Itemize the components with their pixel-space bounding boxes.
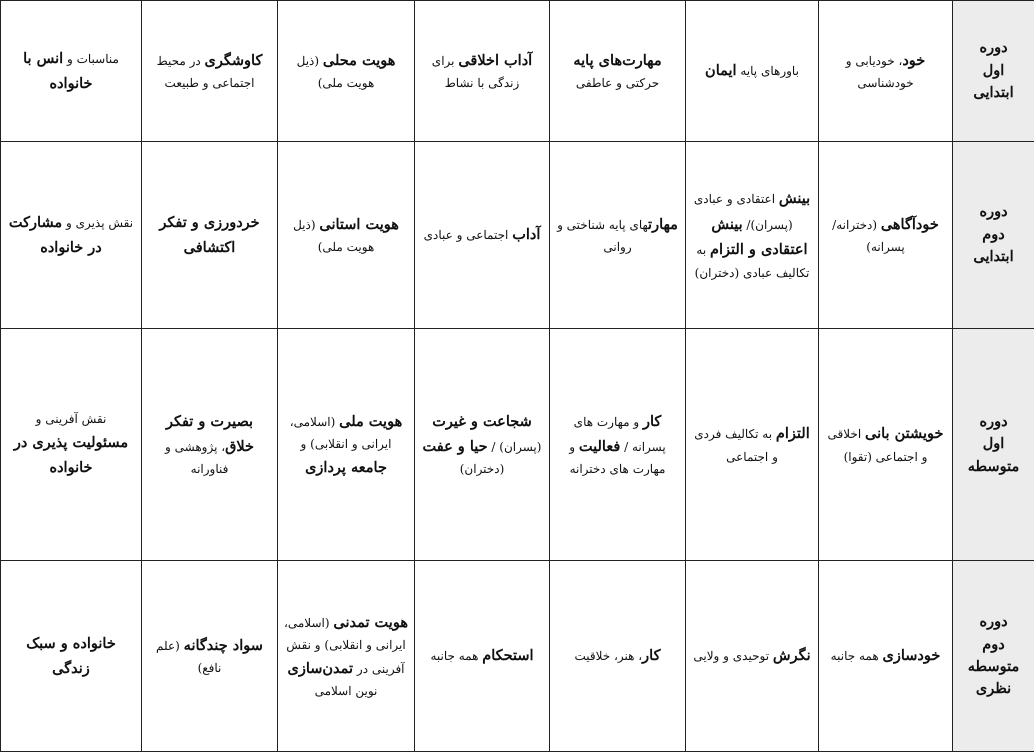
table-cell: نقش پذیری و مشارکت در خانواده <box>1 142 142 329</box>
stage-header-cell: دوره اول ابتدایی <box>953 1 1034 142</box>
stage-header-cell: دوره دوم متوسطه نظری <box>953 561 1034 752</box>
table-cell: آداب اخلاقی برای زندگی با نشاط <box>415 1 550 142</box>
table-cell: کار و مهارت های پسرانه / فعالیت و مهارت های دخترانه <box>550 329 686 561</box>
table-cell: هویت استانی (ذیل هویت ملی) <box>278 142 415 329</box>
table-cell: خانواده و سبک زندگی <box>1 561 142 752</box>
table-cell: خودآگاهی (دخترانه/ پسرانه) <box>819 142 953 329</box>
table-cell: کار، هنر، خلاقیت <box>550 561 686 752</box>
table-cell: هویت تمدنی (اسلامی، ایرانی و انقلابی) و نقش آفرینی در تمدن‌سازی نوین اسلامی <box>278 561 415 752</box>
table-cell: خویشتن بانی اخلاقی و اجتماعی (تقوا) <box>819 329 953 561</box>
table-cell: التزام به تکالیف فردی و اجتماعی <box>686 329 819 561</box>
table-row-2 <box>1 142 1034 329</box>
table-row-1 <box>1 1 1034 142</box>
table-cell: خود، خودیابی و خودشناسی <box>819 1 953 142</box>
table-cell: خودسازی همه جانبه <box>819 561 953 752</box>
stage-header-cell: دوره دوم ابتدایی <box>953 142 1034 329</box>
table-cell: نقش آفرینی و مسئولیت پذیری در خانواده <box>1 329 142 561</box>
stage-header-cell: دوره اول متوسطه <box>953 329 1034 561</box>
table-cell: استحکام همه جانبه <box>415 561 550 752</box>
table-cell: هویت ملی (اسلامی، ایرانی و انقلابی) و جامعه پردازی <box>278 329 415 561</box>
table-row-4 <box>1 561 1034 752</box>
table-cell: مهارتهای پایه شناختی و روانی <box>550 142 686 329</box>
table-cell: هویت محلی (ذیل هویت ملی) <box>278 1 415 142</box>
table-cell: آداب اجتماعی و عبادی <box>415 142 550 329</box>
table-cell: باورهای پایه ایمان <box>686 1 819 142</box>
table-cell: خردورزی و تفکر اکتشافی <box>142 142 278 329</box>
table-cell: شجاعت و غیرت (پسران) / حیا و عفت (دختران) <box>415 329 550 561</box>
table-cell: کاوشگری در محیط اجتماعی و طبیعت <box>142 1 278 142</box>
table-cell: مناسبات و انس با خانواده <box>1 1 142 142</box>
table-cell: سواد چندگانه (علم نافع) <box>142 561 278 752</box>
table-cell: نگرش توحیدی و ولایی <box>686 561 819 752</box>
table-cell: بینش اعتقادی و عبادی (پسران)/ بینش اعتقادی و التزام به تکالیف عبادی (دختران) <box>686 142 819 329</box>
table-cell: بصیرت و تفکر خلاق، پژوهشی و فناورانه <box>142 329 278 561</box>
table-row-3 <box>1 329 1034 561</box>
table-cell: مهارت‌های پایه حرکتی و عاطفی <box>550 1 686 142</box>
